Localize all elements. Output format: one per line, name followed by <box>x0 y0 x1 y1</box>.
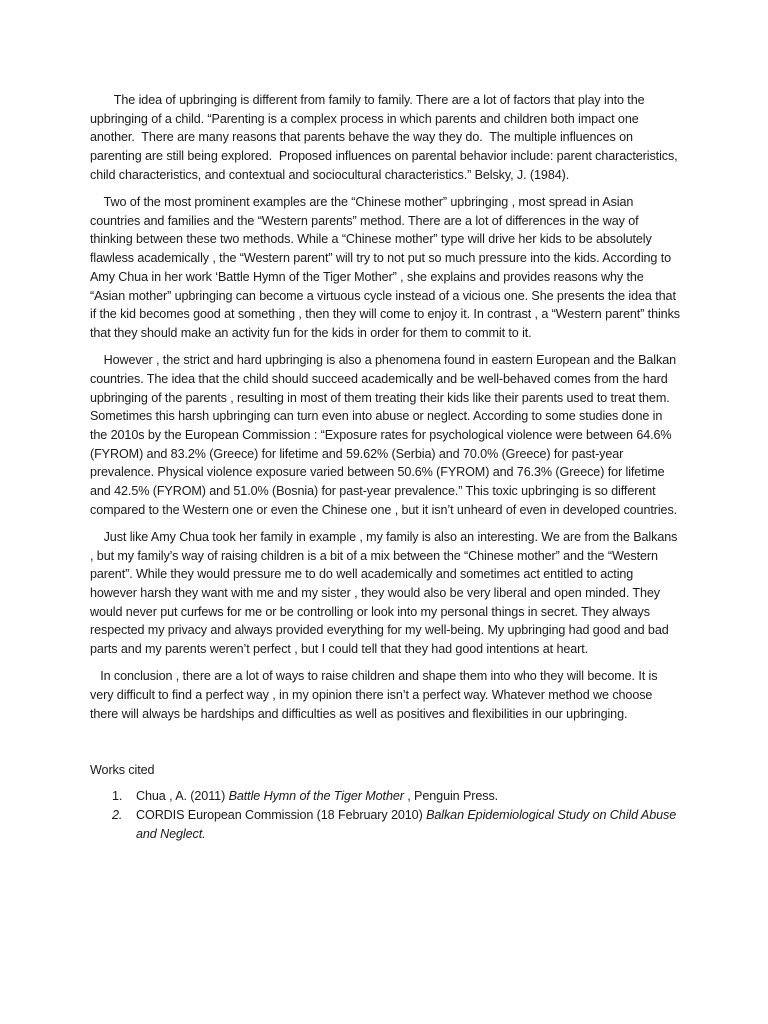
reference-author-date: Chua , A. (2011) <box>136 789 229 804</box>
paragraph-conclusion: In conclusion , there are a lot of ways to raise children and shape them into who they will become. It is very difficult to find a perfect way , in my opinion there isn’t a perfect way. Whatever method we choose there will always be hardships and difficulties as well as positives and flexibilities in our upbringing. <box>90 669 661 721</box>
paragraph-intro: The idea of upbringing is different from family to family. There are a lot of factors that play into the upbringing of a child. “Parenting is a complex process in which parents and children both impact one another. There are many reasons that parents behave the way they do. The multiple influences on parenting are still being explored. Proposed influences on parental behavior include: parent characteristics, child characteristics, and contextual and sociocultural characteristics.” Belsky, J. (1984). <box>90 93 681 182</box>
reference-author-date: CORDIS European Commission (18 February 2010) <box>136 807 427 822</box>
paragraph-balkan-upbringing: However , the strict and hard upbringing is also a phenomena found in eastern European and the Balkan countries. The idea that the child should succeed academically and be well-behaved comes from the hard upbringing of the parents , resulting in most of them treating their kids like their parents used to treat them. Sometimes this harsh upbringing can turn even into abuse or neglect. According to some studies done in the 2010s by the European Commission : “Exposure rates for psychological violence were between 64.6% (FYROM) and 83.2% (Greece) for lifetime and 59.62% (Serbia) and 70.0% (Greece) for past-year prevalence. Physical violence exposure varied between 50.6% (FYROM) and 76.3% (Greece) for lifetime and 42.5% (FYROM) and 51.0% (Bosnia) for past-year prevalence.” This toxic upbringing is so different compared to the Western one or even the Chinese one , but it isn’t unheard of even in developed countries. <box>90 353 680 517</box>
reference-item <box>90 787 680 806</box>
document-body <box>90 91 684 843</box>
reference-number: 1. <box>112 789 123 804</box>
reference-title: Balkan Epidemiological Study on Child Abuse and Neglect. <box>136 807 677 841</box>
paragraph-personal-family: Just like Amy Chua took her family in example , my family is also an interesting. We are from the Balkans , but my family’s way of raising children is a bit of a mix between the “Chinese mother” and the “Western parent”. While they would pressure me to do well academically and sometimes act entitled to acting however harsh they want with me and my sister , they would also be very liberal and open minded. They would never put curfews for me or be controlling or look into my personal things in secret. They always respected my privacy and always provided everything for my well-being. My upbringing had good and bad parts and my parents weren’t perfect , but I could tell that they had good intentions at heart. <box>90 529 681 657</box>
reference-item <box>90 806 680 843</box>
reference-publisher: , Penguin Press. <box>403 789 499 804</box>
works-cited-list <box>90 787 680 843</box>
reference-title: Battle Hymn of the Tiger Mother <box>228 789 404 804</box>
paragraph-chinese-vs-western: Two of the most prominent examples are the “Chinese mother” upbringing , most spread in Asian countries and families and the “Western parents” method. There are a lot of differences in the way of thinking between these two methods. While a “Chinese mother” type will drive her kids to be absolutely flawless academically , the “Western parent” will try to not put so much pressure into the kids. According to Amy Chua in her work ‘Battle Hymn of the Tiger Mother” , she explains and provides reasons why the “Asian mother” upbringing can become a virtuous cycle instead of a vicious one. She presents the idea that if the kid becomes good at something , then they will come to enjoy it. In contrast , a “Western parent” thinks that they should make an activity fun for the kids in order for them to commit to it. <box>90 195 684 340</box>
works-cited-heading: Works cited <box>90 762 155 777</box>
reference-number: 2. <box>112 807 123 822</box>
